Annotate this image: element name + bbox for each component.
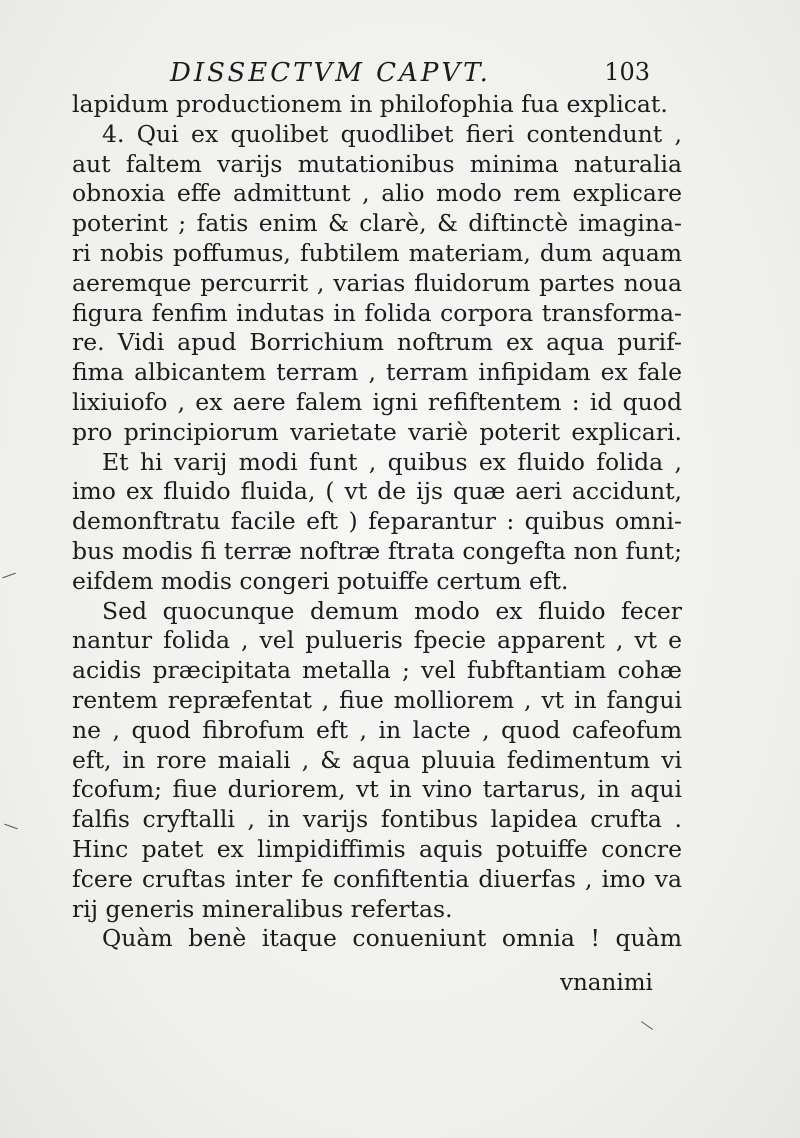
- page-number: 103: [604, 58, 650, 86]
- text-line: fcere cruftas inter fe confiftentia diuerfas , imo va: [72, 864, 682, 893]
- text-line: figura fenfim indutas in folida corpora transforma-: [72, 298, 682, 327]
- text-line: bus modis fi terræ noftræ ftrata congefta non funt;: [72, 536, 682, 565]
- margin-mark: [641, 1021, 653, 1030]
- text-line: Hinc patet ex limpidiffimis aquis potuiffe concre: [72, 834, 682, 863]
- body-text: [72, 90, 682, 954]
- text-line: Et hi varij modi funt , quibus ex fluido folida ,: [102, 447, 682, 476]
- text-line: eifdem modis congeri potuiffe certum eft.: [72, 566, 569, 595]
- text-line: rij generis mineralibus refertas.: [72, 894, 453, 923]
- text-line: poterint ; fatis enim & clarè, & diftinctè imagina-: [72, 209, 682, 238]
- margin-mark: [4, 824, 17, 830]
- page-header: [170, 58, 650, 88]
- text-line: lapidum productionem in philofophia fua explicat.: [72, 90, 668, 118]
- text-line: imo ex fluido fluida, ( vt de ijs quæ aeri accidunt,: [72, 477, 682, 506]
- catchword: vnanimi: [560, 970, 653, 996]
- text-line: Sed quocunque demum modo ex fluido fecer: [102, 596, 682, 625]
- text-line: re. Vidi apud Borrichium noftrum ex aqua purif-: [72, 328, 682, 357]
- text-line: aut faltem varijs mutationibus minima naturalia: [72, 149, 682, 178]
- text-line: pro principiorum varietate variè poterit explicari.: [72, 417, 682, 446]
- text-line: acidis præcipitata metalla ; vel fubftantiam cohæ: [72, 656, 682, 685]
- text-line: eft, in rore maiali , & aqua pluuia fedimentum vi: [72, 745, 682, 774]
- text-line: Quàm benè itaque conueniunt omnia ! quàm: [102, 924, 682, 953]
- margin-mark: [2, 573, 15, 579]
- running-title: DISSECTVM CAPVT.: [170, 58, 491, 88]
- text-line: aeremque percurrit , varias fluidorum partes noua: [72, 268, 682, 297]
- text-line: 4. Qui ex quolibet quodlibet fieri contendunt ,: [102, 119, 682, 148]
- text-line: nantur folida , vel pulueris fpecie apparent , vt e: [72, 626, 682, 655]
- text-line: lixiuiofo , ex aere falem igni refiftentem : id quod: [72, 387, 682, 416]
- text-line: fcofum; fiue duriorem, vt in vino tartarus, in aqui: [72, 775, 682, 804]
- text-line: rentem repræfentat , fiue molliorem , vt in fangui: [72, 685, 682, 714]
- text-line: obnoxia effe admittunt , alio modo rem explicare: [72, 179, 682, 208]
- text-line: falfis cryftalli , in varijs fontibus lapidea crufta .: [72, 805, 682, 834]
- text-line: ri nobis poffumus, fubtilem materiam, dum aquam: [72, 238, 682, 267]
- text-line: fima albicantem terram , terram infipidam ex fale: [72, 358, 682, 387]
- text-line: ne , quod fibrofum eft , in lacte , quod cafeofum: [72, 715, 682, 744]
- text-line: demonftratu facile eft ) feparantur : quibus omni-: [72, 507, 682, 536]
